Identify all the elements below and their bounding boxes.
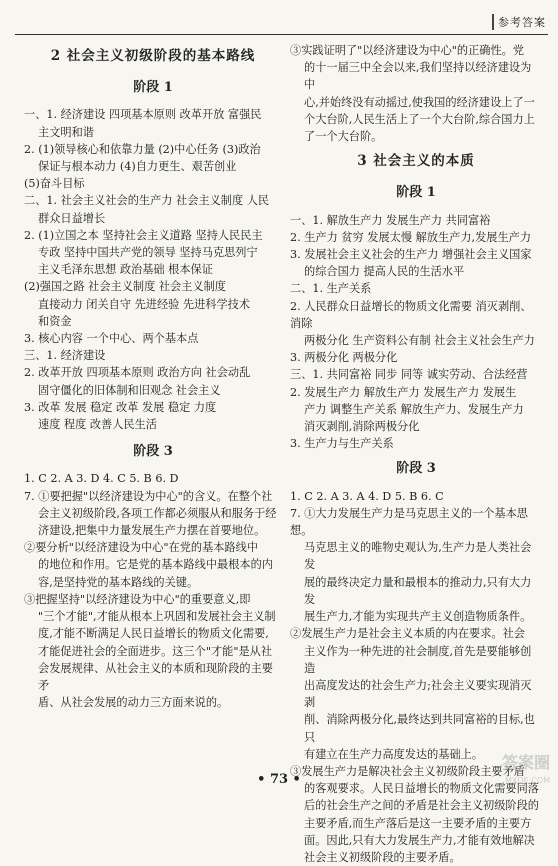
watermark-subtext: MXQE.COM [504, 776, 550, 785]
text-line: 会主义初级阶段,各项工作都必须服从和服务于经 [38, 506, 277, 520]
text-line: 7. ①大力发展生产力是马克思主义的一个基本思想。 [290, 506, 528, 538]
section-title-3: 3 社会主义的本质 [357, 153, 475, 170]
text-line: "三个才能",才能从根本上巩固和发展社会主义制 [38, 610, 276, 624]
text-line: 2. 生产力 贫穷 发展太慢 解放生产力,发展生产力 [290, 230, 532, 244]
text-line: ③发展生产力是解决社会主义初级阶段主要矛盾 [290, 764, 525, 778]
text-line: 1. C 2. A 3. D 4. C 5. B 6. D [24, 472, 179, 486]
text-line: 主义毛泽东思想 政治基础 根本保证 [38, 263, 213, 277]
left-stage1-body [24, 106, 282, 433]
left-column [24, 42, 282, 711]
text-line: 二、1. 社会主义社会的生产力 社会主义制度 人民 [24, 194, 270, 208]
text-line: 1. C 2. A 3. A 4. D 5. B 6. C [290, 489, 444, 503]
header-label: 参考答案 [492, 14, 546, 30]
text-line: ②发展生产力是社会主义本质的内在要求。社会 [290, 627, 525, 641]
right-stage1-body [290, 212, 542, 453]
text-line: 固守僵化的旧体制和旧观念 社会主义 [38, 383, 221, 397]
watermark-text: 答案圈 [501, 753, 550, 772]
text-line: 主义作为一种先进的社会制度,首先是要能够创造 [304, 644, 532, 675]
text-line: 2. (1)立国之本 坚持社会主义道路 坚持人民民主 [24, 228, 263, 242]
text-line: 个大台阶,人民生活上了一个大台阶,综合国力上 [304, 112, 535, 126]
text-line: 展生产力,才能为实现共产主义创造物质条件。 [304, 610, 532, 624]
text-line: ②要分析"以经济建设为中心"在党的基本路线中 [24, 541, 259, 555]
text-line: 削、消除两极分化,最终达到共同富裕的目标,也只 [304, 713, 535, 744]
text-line: 会发展规律、从社会主义的本质和现阶段的主要矛 [38, 661, 273, 692]
right-top-body [290, 42, 542, 145]
text-line: 3. 生产力与生产关系 [290, 437, 394, 451]
watermark-logo [470, 754, 550, 794]
text-line: 3. 两极分化 两极分化 [290, 351, 398, 365]
text-line: 展的最终决定力量和最根本的推动力,只有大力发 [304, 575, 532, 606]
text-line: 三、1. 共同富裕 同步 同等 诚实劳动、合法经营 [290, 368, 528, 382]
text-line: 有建立在生产力高度发达的基础上。 [304, 747, 484, 761]
text-line: 心,并始终没有动摇过,使我国的经济建设上了一 [304, 95, 535, 109]
text-line: 专政 坚持中国共产党的领导 坚持马克思列宁 [38, 246, 258, 260]
text-line: 度,才能不断满足人民日益增长的物质文化需要, [38, 627, 269, 641]
text-line: 群众日益增长 [38, 211, 106, 225]
text-line: (2)强国之路 社会主义制度 社会主义制度 [24, 280, 226, 294]
text-line: 一、1. 经济建设 四项基本原则 改革开放 富强民 [24, 108, 262, 122]
text-line: 和资金 [38, 314, 72, 328]
text-line: 直接动力 闭关自守 先进经验 先进科学技术 [38, 297, 251, 311]
text-line: 二、1. 生产关系 [290, 282, 372, 296]
text-line: 三、1. 经济建设 [24, 349, 106, 363]
text-line: 3. 发展社会主义社会的生产力 增强社会主义国家 [290, 248, 532, 262]
text-line: 产力 调整生产关系 解放生产力、发展生产力 [304, 402, 524, 416]
text-line: 的十一届三中全会以来,我们坚持以经济建设为中 [304, 61, 532, 92]
text-line: (5)奋斗目标 [24, 177, 85, 191]
right-stage3-title: 阶段 3 [396, 461, 436, 477]
text-line: 才能促进社会的全面进步。这三个"才能"是从社 [38, 644, 273, 658]
right-stage3-body [290, 488, 542, 866]
text-line: 两极分化 生产资料公有制 社会主义社会生产力 [304, 334, 535, 348]
text-line: ③实践证明了"以经济建设为中心"的正确性。党 [290, 44, 525, 57]
left-stage1-title: 阶段 1 [133, 80, 173, 96]
left-stage3-body [24, 470, 282, 711]
text-line: 2. 人民群众日益增长的物质文化需要 消灭剥削、消除 [290, 299, 532, 330]
text-line: 7. ①要把握"以经济建设为中心"的含义。在整个社 [24, 489, 273, 503]
text-line: 速度 程度 改善人民生活 [38, 418, 157, 432]
text-line: 的综合国力 提高人民的生活水平 [304, 265, 465, 279]
text-line: 马克思主义的唯物史观认为,生产力是人类社会发 [304, 541, 532, 572]
text-line: 主文明和谐 [38, 125, 94, 139]
right-column [290, 42, 542, 866]
text-line: 的地位和作用。它是党的基本路线中最根本的内 [38, 558, 273, 572]
text-line: 了一个大台阶。 [304, 130, 383, 144]
text-line: 2. 发展生产力 解放生产力 发展生产力 发展生 [290, 385, 517, 399]
text-line: 出高度发达的社会生产力;社会主义要实现消灭剥 [304, 678, 532, 710]
text-line: 后的社会生产之间的矛盾是社会主义初级阶段的 [304, 799, 539, 813]
text-line: 一、1. 解放生产力 发展生产力 共同富裕 [290, 213, 491, 227]
text-line: 2. 改革开放 四项基本原则 政治方向 社会动乱 [24, 366, 251, 380]
text-line: 容,是坚持党的基本路线的关键。 [38, 575, 199, 589]
text-line: 主要矛盾,而生产落后是这一主要矛盾的主要方 [304, 816, 532, 830]
left-stage3-title: 阶段 3 [133, 444, 173, 460]
page-number: • 73 • [257, 772, 301, 787]
text-line: 2. (1)领导核心和依靠力量 (2)中心任务 (3)政治 [24, 142, 261, 156]
text-line: 盾、从社会发展的动力三方面来说的。 [38, 696, 229, 710]
text-line: 保证与根本动力 (4)自力更生、艰苦创业 [38, 160, 237, 174]
text-line: 3. 核心内容 一个中心、两个基本点 [24, 332, 199, 346]
header-rule [15, 34, 548, 35]
text-line: 消灭剥削,消除两极分化 [304, 420, 420, 434]
text-line: 3. 改革 发展 稳定 改革 发展 稳定 力度 [24, 400, 217, 414]
text-line: 的客观要求。人民日益增长的物质文化需要同落 [304, 782, 539, 796]
text-line: 面。因此,只有大力发展生产力,才能有效地解决 [304, 833, 535, 847]
section-title-2: 2 社会主义初级阶段的基本路线 [50, 48, 256, 64]
right-stage1-title: 阶段 1 [396, 185, 436, 201]
text-line: 社会主义初级阶段的主要矛盾。 [304, 850, 461, 864]
text-line: ③把握坚持"以经济建设为中心"的重要意义,即 [24, 592, 251, 606]
text-line: 济建设,把集中力量发展生产力摆在首要地位。 [38, 524, 266, 538]
